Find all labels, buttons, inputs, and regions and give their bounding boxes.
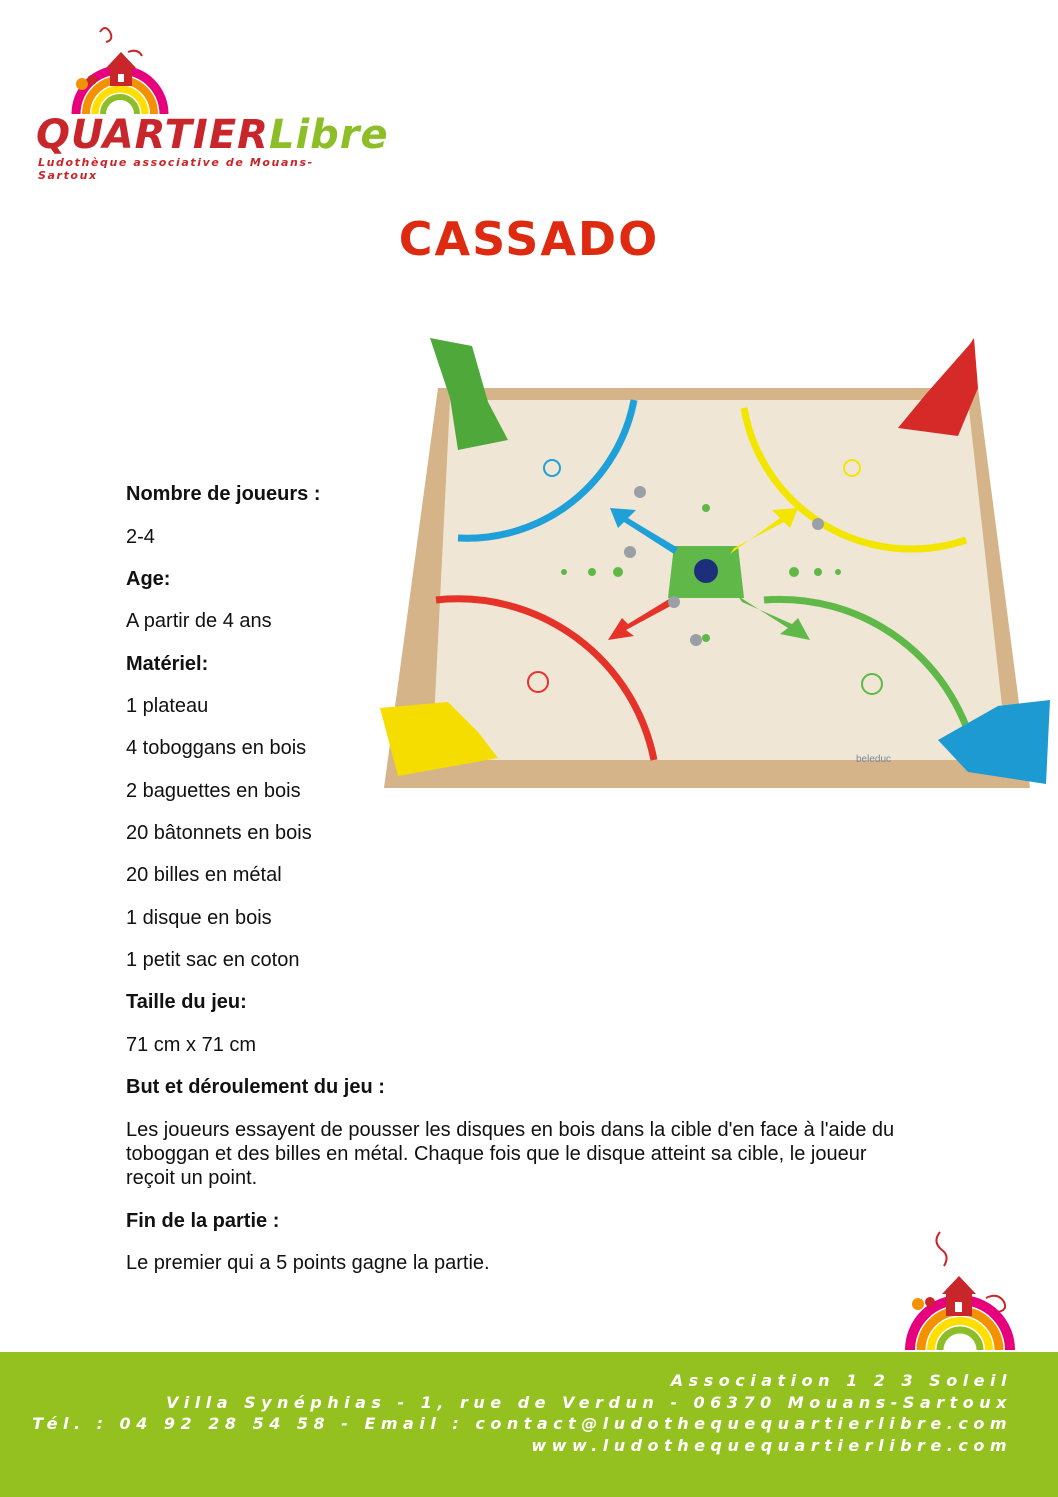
footer-house-rainbow-icon [902, 1226, 1032, 1356]
material-item: 1 disque en bois [126, 907, 272, 929]
material-label: Matériel: [126, 653, 209, 675]
players-label: Nombre de joueurs : [126, 483, 321, 505]
logo-wordmark [36, 112, 389, 158]
footer-band [0, 1352, 1058, 1497]
cassado-board-image [378, 328, 1050, 808]
age-value: A partir de 4 ans [126, 610, 272, 632]
quartier-libre-logo [30, 22, 389, 182]
board-brand-text: beleduc [856, 754, 892, 765]
material-item: 4 toboggans en bois [126, 737, 307, 759]
material-item: 20 billes en métal [126, 864, 282, 886]
end-text: Le premier qui a 5 points gagne la partie. [126, 1252, 490, 1274]
footer-address: Villa Synéphias - 1, rue de Verdun - 06370 Mouans-Sartoux [166, 1392, 1012, 1412]
footer-contact [32, 1370, 1012, 1456]
size-label: Taille du jeu: [126, 991, 247, 1013]
footer-association: Association 1 2 3 Soleil [670, 1371, 1012, 1390]
footer-logo [902, 1226, 1032, 1356]
material-item: 2 baguettes en bois [126, 780, 301, 802]
age-label: Age: [126, 568, 171, 590]
logo-house-rainbow-icon [30, 22, 330, 122]
logo-word-quartier: QUARTIER [36, 112, 269, 158]
end-label: Fin de la partie : [126, 1210, 280, 1232]
logo-tagline: Ludothèque associative de Mouans-Sartoux [38, 156, 314, 182]
page-title: CASSADO [398, 212, 660, 266]
logo-word-libre: Libre [268, 112, 389, 158]
footer-website: www.ludothequequartierlibre.com [531, 1435, 1012, 1455]
material-item: 1 plateau [126, 695, 209, 717]
material-item: 20 bâtonnets en bois [126, 822, 312, 844]
material-item: 1 petit sac en coton [126, 949, 300, 971]
goal-label: But et déroulement du jeu : [126, 1076, 385, 1098]
size-value: 71 cm x 71 cm [126, 1034, 257, 1056]
footer-phone-email: Tél. : 04 92 28 54 58 - Email : contact@ludothequequartierlibre.com [32, 1414, 1012, 1433]
goal-text: Les joueurs essayent de pousser les disques en bois dans la cible d'en face à l'aide du toboggan et des billes en métal. Chaque fois que le disque atteint sa cible, le joueur reçoit un point. [126, 1119, 895, 1189]
players-value: 2-4 [126, 526, 155, 548]
